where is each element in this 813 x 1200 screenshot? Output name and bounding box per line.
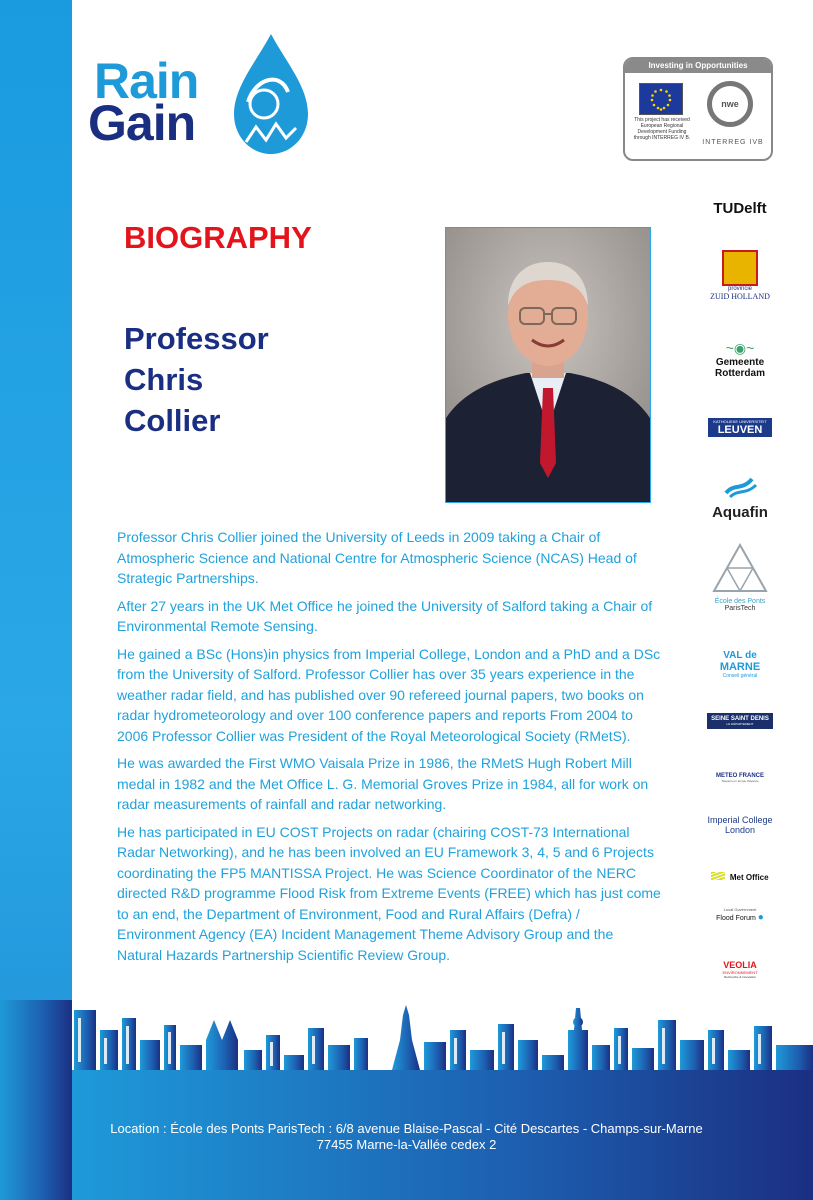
raingain-logo: [88, 32, 328, 162]
portrait-photo: [445, 227, 651, 503]
met-office-logo: Met Office: [700, 867, 780, 885]
eu-badge-header: Investing in Opportunities: [625, 59, 771, 73]
nwe-logo: nwe: [707, 81, 753, 127]
water-drops-icon: ●: [757, 912, 764, 923]
bio-paragraph: He was awarded the First WMO Vaisala Prize in 1986, the RMetS Hugh Robert Mill medal in 1982 and the Met Office L. G. Memorial Groves Prize in 1984, all for work on radar measurements of rainfall and radar networking.: [117, 755, 649, 812]
biography-heading: BIOGRAPHY: [124, 220, 312, 255]
zuid-holland-logo: provincie ZUID HOLLAND: [700, 250, 780, 301]
imperial-college-logo: Imperial College London: [707, 815, 773, 835]
veolia-logo: VEOLIA ENVIRONNEMENT Recherche & innovation: [722, 960, 758, 979]
bio-paragraph: Professor Chris Collier joined the University of Leeds in 2009 taking a Chair of Atmospheric Science and National Centre for Atmospheric Science (NCAS) Head of Strategic Partnerships.: [117, 529, 637, 586]
event-location: [0, 1121, 813, 1153]
professor-name: [124, 318, 269, 441]
aquafin-wave-icon: [720, 473, 760, 499]
leuven-logo: KATHOLIEKE UNIVERSITEIT LEUVEN: [700, 418, 780, 437]
logo-gain-text: Gain: [88, 95, 196, 151]
name-line-1: Professor: [124, 321, 269, 356]
rotterdam-bird-icon: ~◉~: [725, 340, 755, 356]
water-drop-logo-icon: [226, 32, 316, 157]
bio-paragraph: He gained a BSc (Hons)in physics from Imperial College, London and a PhD and a DSc from the University of Salford. Professor Collier has over 35 years experience in the weather radar field, and has published over 90 refereed journal papers, two books on radar hydrometeorology and over 100 conference papers and reports From 2004 to 2006 Professor Collier was President of the Royal Meteorological Society (RMetS).: [117, 645, 661, 744]
ponts-triangle-icon: [712, 543, 768, 593]
interreg-label: INTERREG IVB: [702, 139, 764, 146]
aquafin-logo: Aquafin: [700, 473, 780, 521]
seine-saint-denis-logo: SEINE SAINT DENIS LE DÉPARTEMENT: [700, 713, 780, 729]
logo-rain-text: Rain: [94, 53, 199, 109]
rotterdam-logo: ~◉~ Gemeente Rotterdam: [700, 340, 780, 379]
meteo-france-logo: METEO FRANCE Toujours un temps d'avance: [716, 773, 764, 783]
met-office-stripes-icon: [711, 872, 725, 880]
name-line-2: Chris: [124, 362, 204, 397]
city-skyline-footer: [0, 1000, 813, 1200]
eu-funding-note: This project has received European Regional Development Funding through INTERREG IV B.: [633, 117, 691, 141]
biography-text: [117, 527, 662, 972]
location-line-1: Location : École des Ponts ParisTech : 6/8 avenue Blaise-Pascal - Cité Descartes - Champs-sur-Marne: [110, 1121, 703, 1136]
eu-flag-icon: [639, 83, 683, 115]
flood-forum-logo: Local Government Flood Forum ●: [716, 907, 764, 923]
bio-paragraph: After 27 years in the UK Met Office he joined the University of Salford taking a Chair of Environmental Remote Sensing.: [117, 597, 653, 634]
interreg-funding-badge: [623, 57, 773, 161]
location-line-2: 77455 Marne-la-Vallée cedex 2: [316, 1137, 497, 1152]
name-line-3: Collier: [124, 403, 221, 438]
bio-paragraph: He has participated in EU COST Projects on radar (chairing COST-73 International Radar Networking), and he has been involved an EU Framework 3, 4, 5 and 6 Projects coordinating the FP5 MANTISSA Project. He was Science Coordinator of the NERC directed R&D programme Flood Risk from Extreme Events (FREE) which has just come to an end, the Department of Environment, Food and Rural Affairs (Defra) / Environment Agency (EA) Incident Management Theme Advisory Group and the Natural Hazards Partnership Scientific Review Group.: [117, 823, 661, 963]
val-de-marne-logo: VAL de MARNE Conseil général: [719, 650, 761, 679]
zuid-holland-crest-icon: [722, 250, 758, 286]
tudelft-logo: TUDelft: [713, 200, 767, 217]
ecole-des-ponts-logo: École des Ponts ParisTech: [700, 543, 780, 612]
